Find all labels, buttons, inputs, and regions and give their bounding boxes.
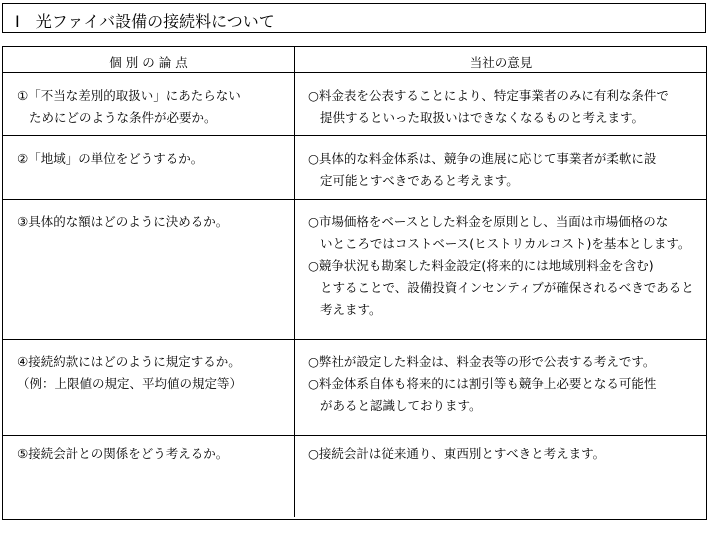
opinion-line: 考えます。: [320, 302, 382, 317]
section-title: Ⅰ 光ファイバ設備の接続料について: [15, 12, 275, 31]
opinion-line: いところではコストベース(ヒストリカルコスト)を基本とします。: [320, 236, 691, 251]
opinion-line: ○競争状況も勘案した料金設定(将来的には地域別料金を含む): [308, 258, 654, 273]
issue-line: ためにどのような条件が必要か。: [29, 110, 217, 125]
section-title-box: [2, 3, 706, 33]
issue-cell: [17, 148, 203, 170]
issues-table: [2, 46, 707, 520]
opinion-line: ○弊社が設定した料金は、料金表等の形で公表する考えです。: [308, 354, 656, 369]
opinion-cell: [308, 85, 669, 129]
row-divider: [3, 135, 706, 136]
header-divider: [3, 72, 706, 73]
column-divider: [294, 435, 295, 517]
opinion-line: があると認識しております。: [320, 398, 482, 413]
issue-cell: [17, 443, 228, 465]
opinion-line: 提供するといった取扱いはできなくなるものと考えます。: [320, 110, 645, 125]
opinion-line: ○料金表を公表することにより、特定事業者のみに有利な条件で: [308, 88, 669, 103]
row-divider: [3, 435, 706, 436]
issue-line: ⑤接続会計との関係をどう考えるか。: [17, 446, 229, 461]
opinion-line: ○接続会計は従来通り、東西別とすべきと考えます。: [308, 446, 606, 461]
row-divider: [3, 339, 706, 340]
issue-line: ②「地域」の単位をどうするか。: [17, 151, 204, 166]
issue-cell: [17, 211, 228, 233]
column-divider: [294, 47, 295, 435]
opinion-line: 定可能とすべきであると考えます。: [320, 173, 519, 188]
opinion-cell: [308, 443, 605, 465]
issue-line: ④接続約款にはどのように規定するか。: [17, 354, 241, 369]
opinion-cell: [308, 148, 656, 192]
issue-line: （例：上限値の規定、平均値の規定等）: [17, 376, 243, 391]
row-divider: [3, 199, 706, 200]
opinion-cell: [308, 211, 694, 321]
opinion-line: とすることで、設備投資インセンティブが確保されるべきであると: [320, 280, 694, 295]
issue-line: ③具体的な額はどのように決めるか。: [17, 214, 229, 229]
issue-cell: [17, 351, 242, 395]
header-issues: 個 別 の 論 点: [109, 55, 188, 70]
header-opinion: 当社の意見: [469, 55, 533, 70]
opinion-cell: [308, 351, 656, 417]
issue-line: ①「不当な差別的取扱い」にあたらない: [17, 88, 241, 103]
opinion-line: ○料金体系自体も将来的には割引等も競争上必要となる可能性: [308, 376, 657, 391]
opinion-line: ○市場価格をベースとした料金を原則とし、当面は市場価格のな: [308, 214, 669, 229]
opinion-line: ○具体的な料金体系は、競争の進展に応じて事業者が柔軟に設: [308, 151, 657, 166]
issue-cell: [17, 85, 241, 129]
